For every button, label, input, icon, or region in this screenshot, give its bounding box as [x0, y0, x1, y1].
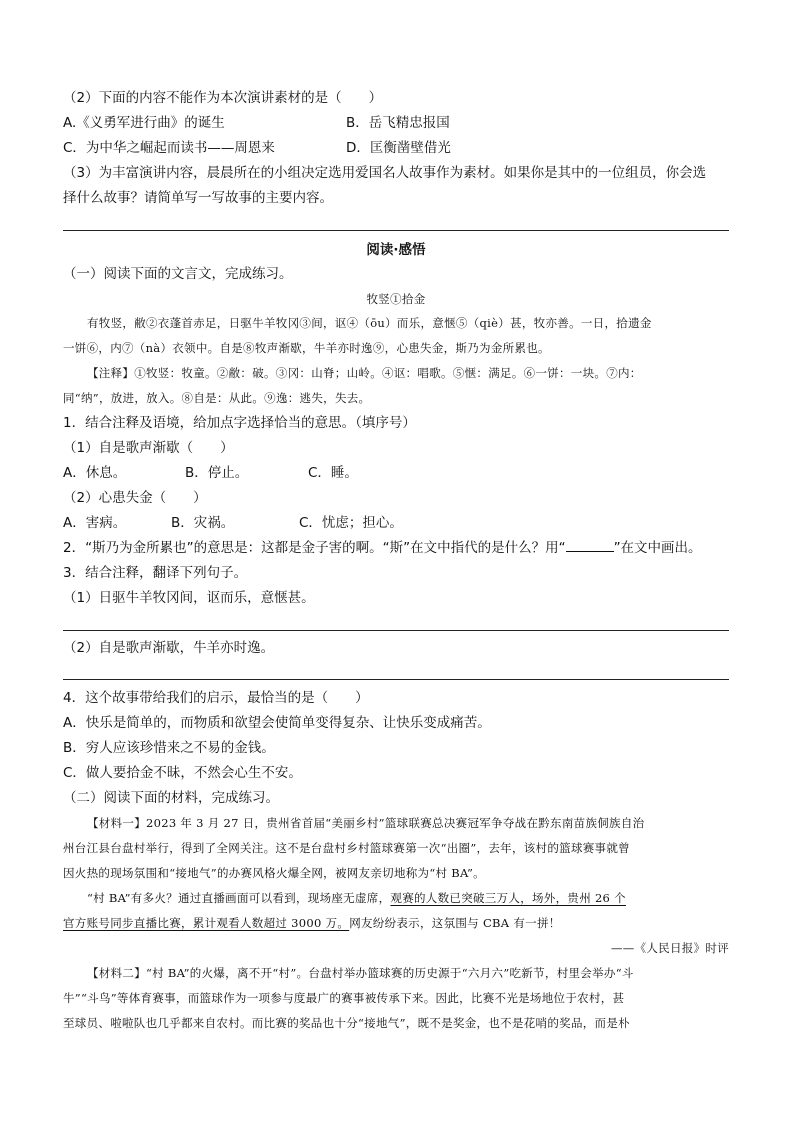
material-2-line-3: 至球员、啦啦队也几乎都来自农村。而比赛的奖品也十分“接地气”，既不是奖金，也不是花哨的奖品，而是朴: [63, 1016, 630, 1030]
passage-line-1: 有牧竖，敝②衣蓬首赤足，日驱牛羊牧冈③间，讴④（ōu）而乐，意惬⑤（qiè）甚，牧亦善。一日，拾遗金: [87, 316, 652, 330]
question-3-line-2: 择什么故事？请简单写一写故事的主要内容。: [63, 190, 333, 206]
material-1-line-1: 【材料一】2023 年 3 月 27 日，贵州省首届“美丽乡村”篮球联赛总决赛冠军争夺战在黔东南苗族侗族自治: [87, 816, 645, 830]
q4-option-a: A．快乐是简单的，而物质和欲望会使简单变得复杂、让快乐变成痛苦。: [63, 715, 491, 731]
q1-1-option-a: A．休息。: [63, 465, 127, 481]
material-2-line-2: 牛”“斗鸟”等体育赛事，而篮球作为一项参与度最广的赛事被传承下来。因此，比赛不光是场地位于农村，甚: [63, 991, 625, 1005]
q1-2-option-c: C．忧虑；担心。: [299, 515, 403, 531]
q1-2-prompt: （2）心患失金（ ）: [63, 490, 207, 506]
material-1-underlined-start: 观赛的人数已突破三万人，场外，贵州 26 个: [390, 891, 626, 905]
material-1-line-2: 州台江县台盘村举行，得到了全网关注。这不是台盘村乡村篮球赛第一次“出圈”，去年，该村的篮球赛事就曾: [63, 841, 630, 855]
question-2-prompt: （2）下面的内容不能作为本次演讲素材的是（ ）: [63, 90, 383, 106]
material-1-line-4: [87, 888, 626, 908]
option-a: A.《义勇军进行曲》的诞生: [63, 115, 225, 131]
material-1-underlined-end: 官方账号同步直播比赛，累计观看人数超过 3000 万。: [63, 916, 350, 930]
material-1-line-4-start: “村 BA”有多火？通过直播画面可以看到，现场座无虚席，: [87, 891, 391, 905]
passage-title: 牧竖①拾金: [366, 292, 426, 306]
q1-prompt: 1．结合注释及语境，给加点字选择恰当的意思。（填序号）: [63, 415, 416, 431]
q2-text-after: ”在文中画出。: [613, 540, 702, 556]
part-1-intro: （一）阅读下面的文言文，完成练习。: [63, 266, 293, 282]
material-2-line-1: 【材料二】“村 BA”的火爆，离不开“村”。台盘村举办篮球赛的历史源于“六月六”吃新节，村里会举办“斗: [87, 966, 634, 980]
q2-mark-blank: [566, 538, 614, 552]
passage-line-2: 一饼⑥，内⑦（nà）衣领中。自是⑧牧声渐歇，牛羊亦时逸⑨，心患失金，斯乃为金所累也。: [63, 341, 550, 355]
q4-prompt: 4．这个故事带给我们的启示，最恰当的是（ ）: [63, 690, 369, 706]
question-3-line-1: （3）为丰富演讲内容，晨晨所在的小组决定选用爱国名人故事作为素材。如果你是其中的一位组员，你会选: [63, 165, 707, 181]
q4-option-b: B．穷人应该珍惜来之不易的金钱。: [63, 740, 275, 756]
material-1-line-3: 因火热的现场氛围和“接地气”的办赛风格火爆全网，被网友亲切地称为“村 BA”。: [63, 866, 485, 880]
answer-line: [63, 230, 729, 231]
option-b: B．岳飞精忠报国: [346, 115, 450, 131]
q3-2-sentence: （2）自是歌声渐歇，牛羊亦时逸。: [63, 640, 275, 656]
q2-text-before: 2．“斯乃为金所累也”的意思是：这都是金子害的啊。“斯”在文中指代的是什么？用“: [63, 540, 566, 556]
q1-1-option-c: C．睡。: [308, 465, 358, 481]
q3-2-answer-line: [63, 679, 729, 680]
q3-prompt: 3．结合注释，翻译下列句子。: [63, 565, 248, 581]
notes-line-1: 【注释】①牧竖：牧童。②敝：破。③冈：山脊；山岭。④讴：唱歌。⑤惬：满足。⑥一饼：一块。⑦内：: [87, 366, 642, 380]
q2-prompt: [63, 538, 702, 558]
option-c: C．为中华之崛起而读书——周恩来: [63, 140, 275, 156]
option-d: D．匡衡凿壁借光: [346, 140, 451, 156]
q1-2-option-a: A．害病。: [63, 515, 127, 531]
material-1-line-5: [63, 913, 561, 933]
q4-option-c: C．做人要拾金不昧，不然会心生不安。: [63, 765, 302, 781]
q3-1-sentence: （1）日驱牛羊牧冈间，讴而乐，意惬甚。: [63, 590, 315, 606]
q1-1-option-b: B．停止。: [185, 465, 249, 481]
notes-line-2: 同“纳”，放进，放入。⑧自是：从此。⑨逸：逃失，失去。: [63, 391, 371, 405]
section-title: 阅读·感悟: [366, 242, 426, 258]
q3-1-answer-line: [63, 630, 729, 631]
material-1-source: ——《人民日报》时评: [611, 941, 729, 955]
material-1-line-5-end: 网友纷纷表示，这氛围与 CBA 有一拼！: [349, 916, 561, 930]
q1-2-option-b: B．灾祸。: [171, 515, 235, 531]
part-2-intro: （二）阅读下面的材料，完成练习。: [63, 790, 279, 806]
q1-1-prompt: （1）自是歌声渐歇（ ）: [63, 440, 234, 456]
